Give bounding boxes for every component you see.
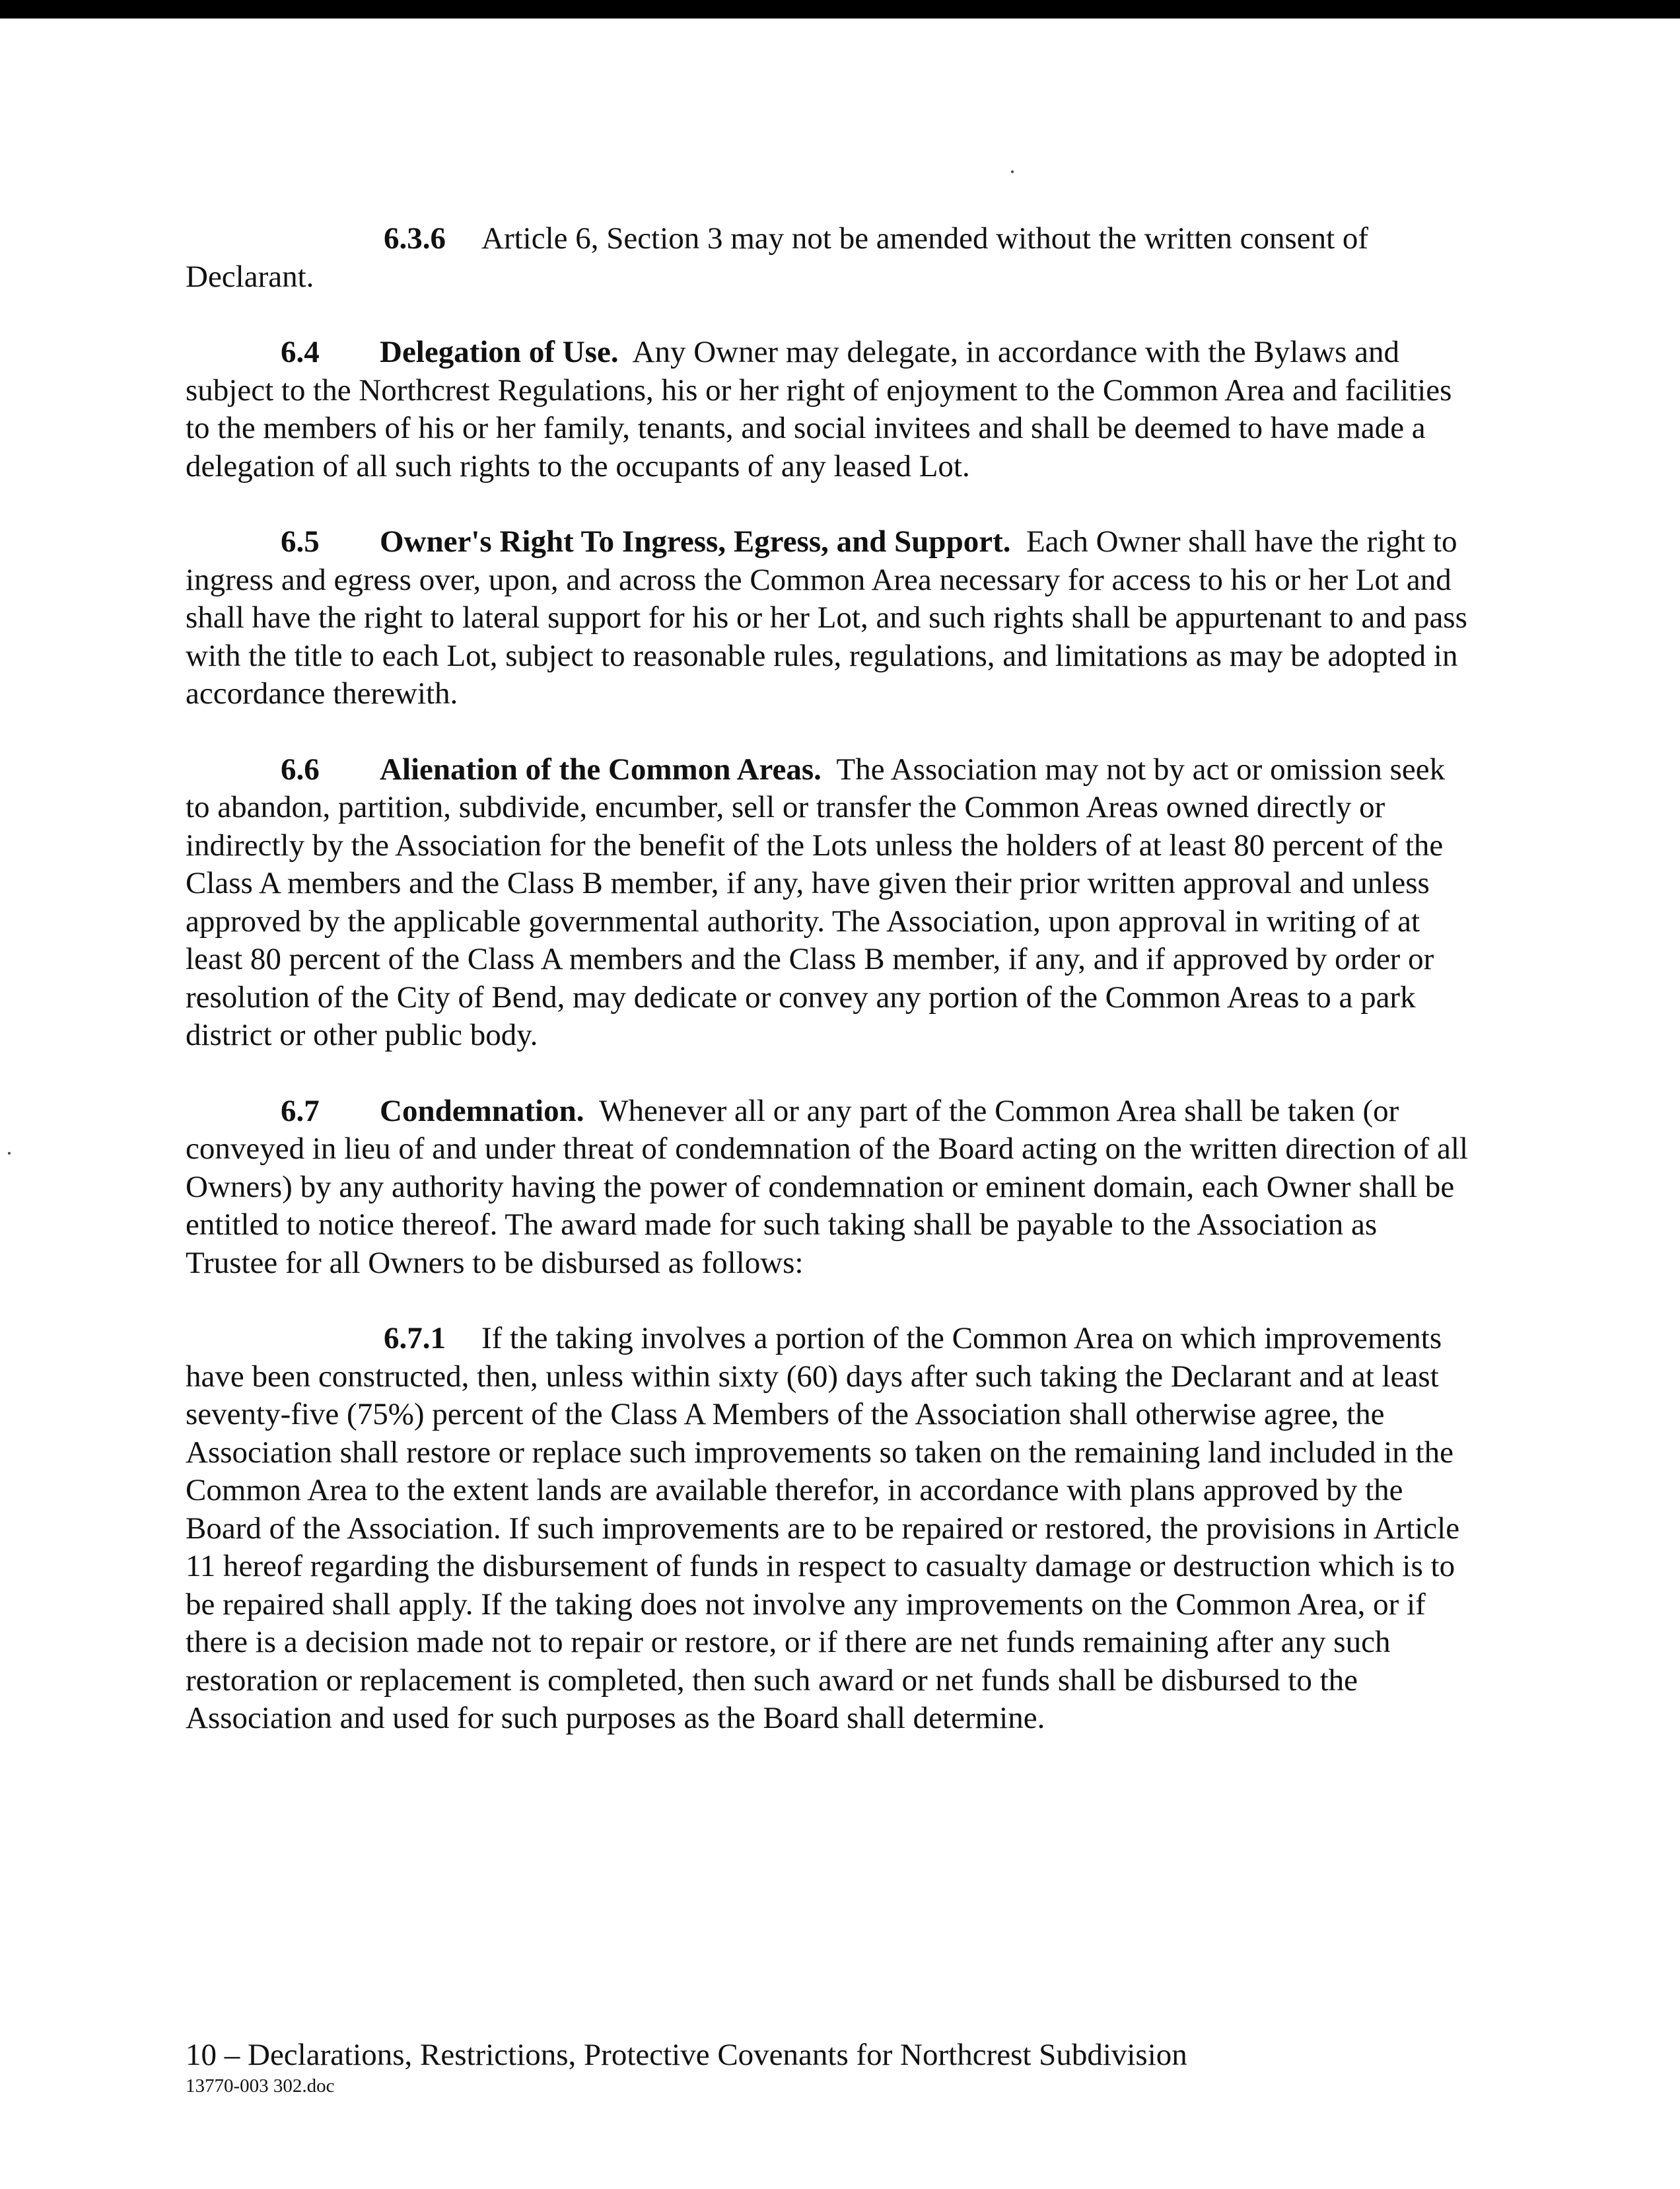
scan-speck xyxy=(8,1152,11,1155)
section-text: Any Owner may delegate, in accordance with the Bylaws and subject to the Northcrest Regulations, his or her right of enjoyment to the Common Area and facilities to the members of his or her family, tenants, and social invitees and shall be deemed to have made a delegation of all such rights to the occupants of any leased Lot. xyxy=(186,335,1452,484)
section-text: If the taking involves a portion of the Common Area on which improvements have been constructed, then, unless within sixty (60) days after such taking the Declarant and at least seventy-five (75%) percent of the Class A Members of the Association shall otherwise agree, the Association shall restore or replace such improvements so taken on the remaining land included in the Common Area to the extent lands are available therefor, in accordance with plans approved by the Board of the Association. If such improvements are to be repaired or restored, the provisions in Article 11 hereof regarding the disbursement of funds in respect to casualty damage or destruction which is to be repaired shall apply. If the taking does not involve any improvements on the Common Area, or if there is a decision made not to repair or restore, or if there are net funds remaining after any such restoration or replacement is completed, then such award or net funds shall be disbursed to the Association and used for such purposes as the Board shall determine. xyxy=(186,1321,1460,1735)
scan-speck xyxy=(1011,170,1014,173)
section-heading: Condemnation. xyxy=(380,1093,584,1128)
section-text: The Association may not by act or omission seek to abandon, partition, subdivide, encumber, sell or transfer the Common Areas owned directly or indirectly by the Association for the benefit of the Lots unless the holders of at least 80 percent of the Class A members and the Class B member, if any, have given their prior written approval and unless approved by the applicable governmental authority. The Association, upon approval in writing of at least 80 percent of the Class A members and the Class B member, if any, and if approved by order or resolution of the City of Bend, may dedicate or convey any portion of the Common Areas to a park district or other public body. xyxy=(186,752,1446,1052)
section-6-5 xyxy=(186,523,1473,713)
section-number: 6.7 xyxy=(281,1093,320,1128)
section-6-6 xyxy=(186,751,1473,1055)
footer-title: 10 – Declarations, Restrictions, Protective Covenants for Northcrest Subdivision xyxy=(186,2038,1187,2072)
section-6-4 xyxy=(186,334,1473,485)
footer-file-reference: 13770-003 302.doc xyxy=(186,2075,335,2097)
section-heading: Delegation of Use. xyxy=(380,335,619,369)
section-6-7 xyxy=(186,1093,1473,1283)
section-number: 6.5 xyxy=(281,524,320,559)
section-number: 6.7.1 xyxy=(384,1321,446,1355)
section-heading: Owner's Right To Ingress, Egress, and Support. xyxy=(380,524,1011,559)
section-text: Each Owner shall have the right to ingress and egress over, upon, and across the Common Area necessary for access to his or her Lot and shall have the right to lateral support for his or her Lot, and such rights shall be appurtenant to and pass with the title to each Lot, subject to reasonable rules, regulations, and limitations as may be adopted in accordance therewith. xyxy=(186,524,1467,711)
section-6-7-1 xyxy=(186,1320,1473,1738)
section-number: 6.3.6 xyxy=(384,221,446,256)
section-text: Whenever all or any part of the Common Area shall be taken (or conveyed in lieu of and under threat of condemnation of the Board acting on the written direction of all Owners) by any authority having the power of condemnation or eminent domain, each Owner shall be entitled to notice thereof. The award made for such taking shall be payable to the Association as Trustee for all Owners to be disbursed as follows: xyxy=(186,1093,1469,1280)
section-number: 6.6 xyxy=(281,752,320,787)
section-text: Article 6, Section 3 may not be amended without the written consent of Declarant. xyxy=(186,221,1369,294)
section-heading: Alienation of the Common Areas. xyxy=(380,752,822,787)
section-number: 6.4 xyxy=(281,335,320,369)
document-body xyxy=(186,220,1473,1776)
page-footer xyxy=(186,2036,1506,2098)
scan-top-border xyxy=(0,0,1680,18)
section-6-3-6 xyxy=(186,220,1473,296)
